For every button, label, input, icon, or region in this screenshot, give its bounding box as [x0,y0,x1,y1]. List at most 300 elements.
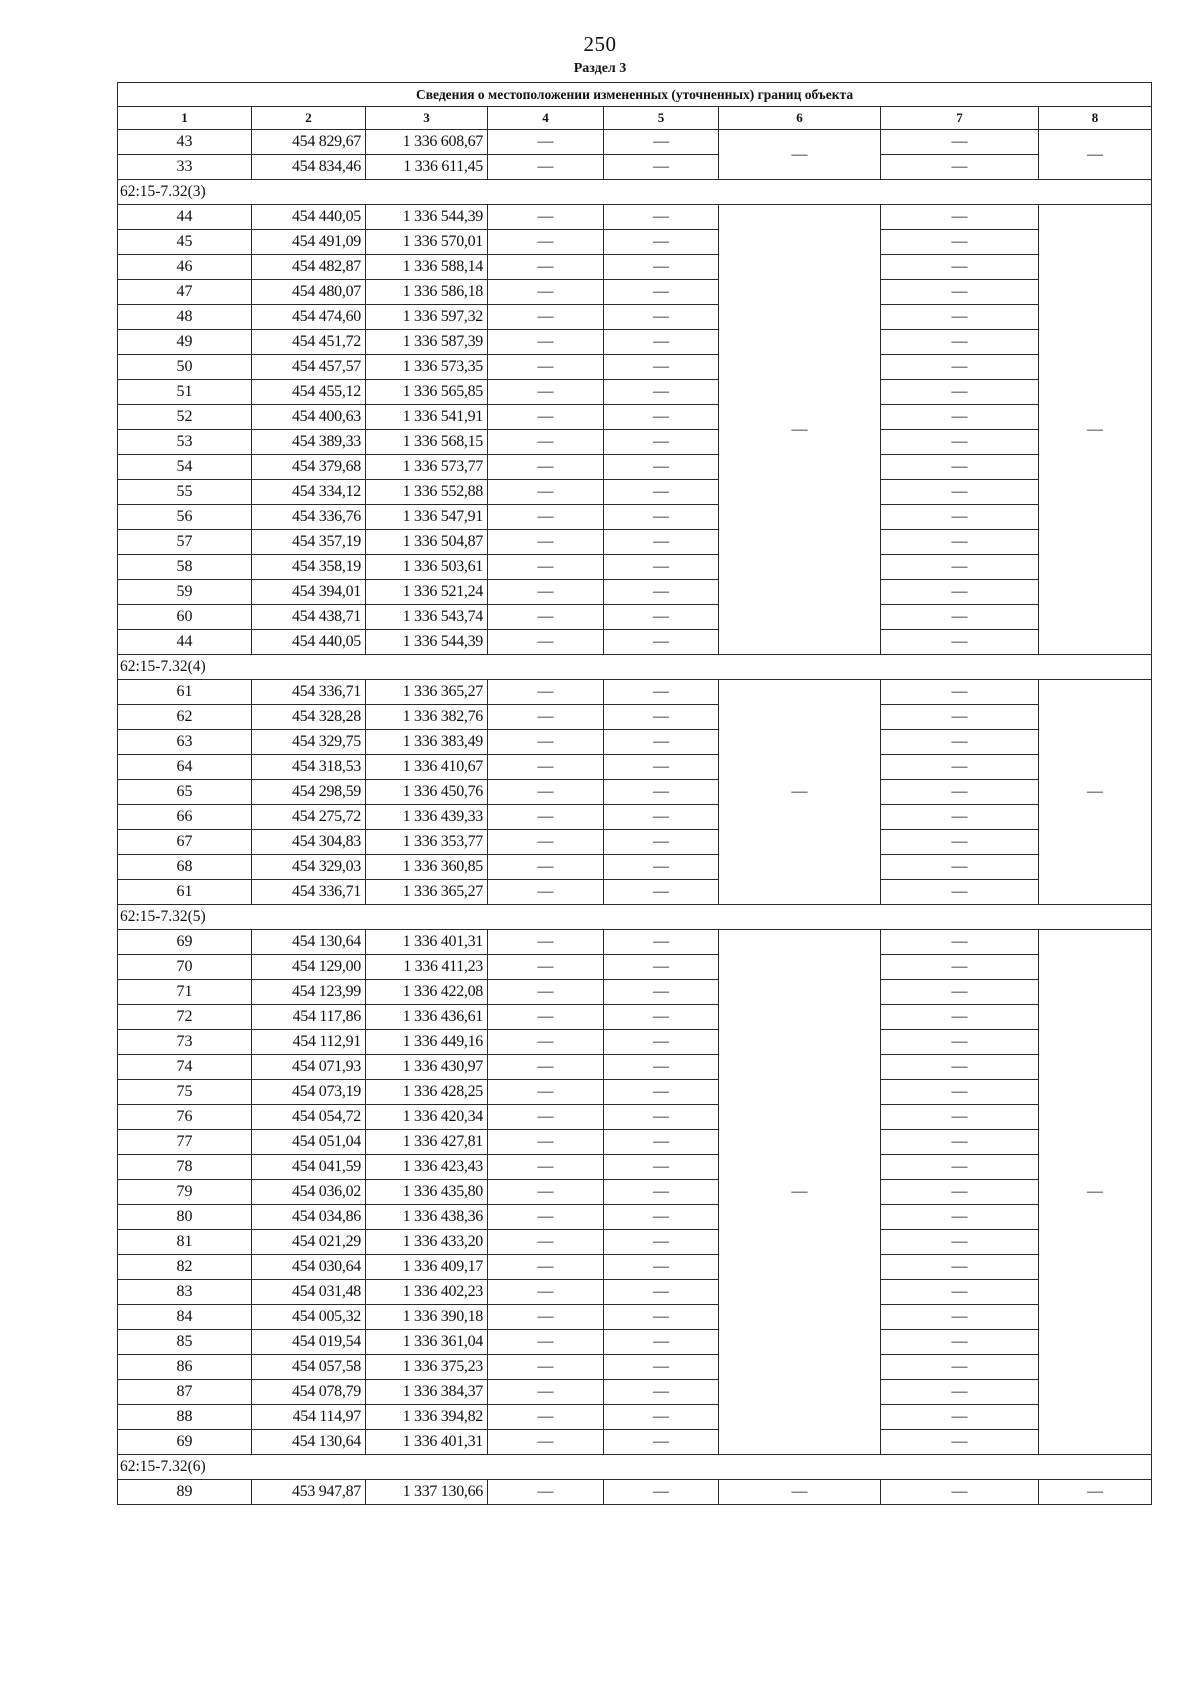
y-coordinate-cell: 1 336 420,34 [366,1105,488,1130]
point-number-cell: 67 [118,830,252,855]
column-7-cell: — [881,1380,1039,1405]
column-7-cell: — [881,1330,1039,1355]
column-7-cell: — [881,805,1039,830]
table-row [118,1280,1152,1305]
x-coordinate-cell: 454 834,46 [252,155,366,180]
column-7-cell: — [881,930,1039,955]
column-4-cell: — [488,880,604,905]
y-coordinate-cell: 1 336 423,43 [366,1155,488,1180]
column-5-cell: — [604,455,719,480]
x-coordinate-cell: 454 117,86 [252,1005,366,1030]
column-5-cell: — [604,1405,719,1430]
column-7-cell: — [881,980,1039,1005]
table-row [118,855,1152,880]
y-coordinate-cell: 1 336 401,31 [366,1430,488,1455]
point-number-cell: 51 [118,380,252,405]
table-row [118,455,1152,480]
column-5-cell: — [604,630,719,655]
column-5-cell: — [604,980,719,1005]
column-4-cell: — [488,1130,604,1155]
column-5-cell: — [604,930,719,955]
column-4-cell: — [488,1205,604,1230]
table-row [118,1180,1152,1205]
column-5-cell: — [604,530,719,555]
y-coordinate-cell: 1 336 608,67 [366,130,488,155]
table-row [118,1230,1152,1255]
table-row [118,1480,1152,1505]
y-coordinate-cell: 1 336 409,17 [366,1255,488,1280]
column-number: 2 [252,107,366,130]
y-coordinate-cell: 1 336 384,37 [366,1380,488,1405]
y-coordinate-cell: 1 336 401,31 [366,930,488,955]
column-7-cell: — [881,1080,1039,1105]
y-coordinate-cell: 1 336 402,23 [366,1280,488,1305]
x-coordinate-cell: 454 130,64 [252,1430,366,1455]
y-coordinate-cell: 1 336 375,23 [366,1355,488,1380]
x-coordinate-cell: 454 379,68 [252,455,366,480]
column-5-cell: — [604,855,719,880]
column-5-cell: — [604,1005,719,1030]
x-coordinate-cell: 454 394,01 [252,580,366,605]
table-row [118,1105,1152,1130]
column-number: 5 [604,107,719,130]
y-coordinate-cell: 1 336 588,14 [366,255,488,280]
column-5-cell: — [604,205,719,230]
coordinates-table [117,82,1152,1505]
x-coordinate-cell: 454 440,05 [252,630,366,655]
point-number-cell: 86 [118,1355,252,1380]
column-7-cell: — [881,630,1039,655]
x-coordinate-cell: 454 036,02 [252,1180,366,1205]
y-coordinate-cell: 1 336 541,91 [366,405,488,430]
column-4-cell: — [488,305,604,330]
column-5-cell: — [604,805,719,830]
table-row [118,755,1152,780]
point-number-cell: 75 [118,1080,252,1105]
column-5-cell: — [604,680,719,705]
table-row [118,1330,1152,1355]
column-4-cell: — [488,1480,604,1505]
x-coordinate-cell: 454 078,79 [252,1380,366,1405]
column-7-cell: — [881,1405,1039,1430]
column-7-cell: — [881,455,1039,480]
point-number-cell: 78 [118,1155,252,1180]
x-coordinate-cell: 454 358,19 [252,555,366,580]
group-label: 62:15-7.32(3) [118,180,1152,205]
point-number-cell: 58 [118,555,252,580]
y-coordinate-cell: 1 336 552,88 [366,480,488,505]
x-coordinate-cell: 454 457,57 [252,355,366,380]
column-4-cell: — [488,1355,604,1380]
column-5-cell: — [604,1030,719,1055]
point-number-cell: 89 [118,1480,252,1505]
column-7-cell: — [881,280,1039,305]
column-4-cell: — [488,1030,604,1055]
column-5-cell: — [604,730,719,755]
point-number-cell: 87 [118,1380,252,1405]
column-6-merged-cell: — [719,205,881,655]
y-coordinate-cell: 1 336 436,61 [366,1005,488,1030]
table-row [118,1005,1152,1030]
column-5-cell: — [604,130,719,155]
point-number-cell: 60 [118,605,252,630]
column-4-cell: — [488,155,604,180]
x-coordinate-cell: 454 073,19 [252,1080,366,1105]
column-5-cell: — [604,705,719,730]
group-header-row [118,180,1152,205]
column-7-cell: — [881,855,1039,880]
x-coordinate-cell: 454 491,09 [252,230,366,255]
column-8-merged-cell: — [1039,680,1152,905]
point-number-cell: 88 [118,1405,252,1430]
table-row [118,805,1152,830]
table-row [118,1155,1152,1180]
column-8-merged-cell: — [1039,130,1152,180]
point-number-cell: 44 [118,205,252,230]
column-5-cell: — [604,1305,719,1330]
x-coordinate-cell: 454 474,60 [252,305,366,330]
column-4-cell: — [488,930,604,955]
y-coordinate-cell: 1 336 382,76 [366,705,488,730]
column-4-cell: — [488,1330,604,1355]
column-4-cell: — [488,630,604,655]
group-header-row [118,655,1152,680]
column-4-cell: — [488,680,604,705]
group-header-row [118,905,1152,930]
column-7-cell: — [881,830,1039,855]
table-row [118,1430,1152,1455]
column-4-cell: — [488,505,604,530]
y-coordinate-cell: 1 336 439,33 [366,805,488,830]
table-row [118,205,1152,230]
point-number-cell: 85 [118,1330,252,1355]
y-coordinate-cell: 1 336 504,87 [366,530,488,555]
point-number-cell: 33 [118,155,252,180]
x-coordinate-cell: 454 480,07 [252,280,366,305]
column-5-cell: — [604,155,719,180]
point-number-cell: 61 [118,680,252,705]
column-4-cell: — [488,230,604,255]
table-row [118,130,1152,155]
column-7-cell: — [881,605,1039,630]
column-7-cell: — [881,1305,1039,1330]
point-number-cell: 79 [118,1180,252,1205]
point-number-cell: 69 [118,930,252,955]
point-number-cell: 62 [118,705,252,730]
column-5-cell: — [604,380,719,405]
column-4-cell: — [488,430,604,455]
table-row [118,830,1152,855]
column-5-cell: — [604,1255,719,1280]
point-number-cell: 59 [118,580,252,605]
column-4-cell: — [488,330,604,355]
table-row [118,955,1152,980]
column-4-cell: — [488,205,604,230]
table-row [118,505,1152,530]
y-coordinate-cell: 1 336 361,04 [366,1330,488,1355]
column-7-cell: — [881,405,1039,430]
table-row [118,480,1152,505]
x-coordinate-cell: 454 298,59 [252,780,366,805]
table-row [118,1305,1152,1330]
y-coordinate-cell: 1 336 427,81 [366,1130,488,1155]
x-coordinate-cell: 454 328,28 [252,705,366,730]
table-row [118,1380,1152,1405]
column-5-cell: — [604,830,719,855]
column-4-cell: — [488,1280,604,1305]
y-coordinate-cell: 1 336 410,67 [366,755,488,780]
y-coordinate-cell: 1 336 503,61 [366,555,488,580]
table-row [118,230,1152,255]
y-coordinate-cell: 1 336 544,39 [366,205,488,230]
table-row [118,1255,1152,1280]
column-5-cell: — [604,1180,719,1205]
table-row [118,580,1152,605]
table-row [118,1030,1152,1055]
column-4-cell: — [488,1055,604,1080]
point-number-cell: 69 [118,1430,252,1455]
y-coordinate-cell: 1 336 565,85 [366,380,488,405]
column-5-cell: — [604,1430,719,1455]
column-5-cell: — [604,355,719,380]
column-7-cell: — [881,555,1039,580]
table-row [118,1055,1152,1080]
y-coordinate-cell: 1 336 586,18 [366,280,488,305]
x-coordinate-cell: 454 482,87 [252,255,366,280]
point-number-cell: 61 [118,880,252,905]
column-7-cell: — [881,955,1039,980]
y-coordinate-cell: 1 336 597,32 [366,305,488,330]
x-coordinate-cell: 454 129,00 [252,955,366,980]
column-7-cell: — [881,580,1039,605]
table-body [118,83,1152,1505]
group-header-row [118,1455,1152,1480]
y-coordinate-cell: 1 336 587,39 [366,330,488,355]
table-row [118,405,1152,430]
x-coordinate-cell: 454 031,48 [252,1280,366,1305]
point-number-cell: 70 [118,955,252,980]
column-7-cell: — [881,430,1039,455]
x-coordinate-cell: 454 829,67 [252,130,366,155]
column-4-cell: — [488,1305,604,1330]
x-coordinate-cell: 454 318,53 [252,755,366,780]
table-row [118,555,1152,580]
table-row [118,680,1152,705]
point-number-cell: 46 [118,255,252,280]
column-4-cell: — [488,1155,604,1180]
x-coordinate-cell: 454 112,91 [252,1030,366,1055]
point-number-cell: 80 [118,1205,252,1230]
point-number-cell: 65 [118,780,252,805]
column-4-cell: — [488,980,604,1005]
column-7-cell: — [881,130,1039,155]
x-coordinate-cell: 454 334,12 [252,480,366,505]
column-6-merged-cell: — [719,1480,881,1505]
y-coordinate-cell: 1 336 547,91 [366,505,488,530]
x-coordinate-cell: 454 336,76 [252,505,366,530]
y-coordinate-cell: 1 336 365,27 [366,680,488,705]
column-4-cell: — [488,1255,604,1280]
column-8-merged-cell: — [1039,205,1152,655]
y-coordinate-cell: 1 336 365,27 [366,880,488,905]
point-number-cell: 82 [118,1255,252,1280]
table-row [118,380,1152,405]
column-5-cell: — [604,880,719,905]
column-5-cell: — [604,280,719,305]
x-coordinate-cell: 454 451,72 [252,330,366,355]
point-number-cell: 71 [118,980,252,1005]
y-coordinate-cell: 1 336 568,15 [366,430,488,455]
y-coordinate-cell: 1 336 433,20 [366,1230,488,1255]
table-row [118,280,1152,305]
group-label: 62:15-7.32(4) [118,655,1152,680]
point-number-cell: 43 [118,130,252,155]
point-number-cell: 49 [118,330,252,355]
point-number-cell: 72 [118,1005,252,1030]
column-7-cell: — [881,505,1039,530]
column-number: 4 [488,107,604,130]
x-coordinate-cell: 454 329,75 [252,730,366,755]
x-coordinate-cell: 454 336,71 [252,880,366,905]
y-coordinate-cell: 1 336 353,77 [366,830,488,855]
x-coordinate-cell: 454 034,86 [252,1205,366,1230]
column-7-cell: — [881,530,1039,555]
column-8-merged-cell: — [1039,1480,1152,1505]
column-5-cell: — [604,305,719,330]
column-7-cell: — [881,680,1039,705]
column-7-cell: — [881,155,1039,180]
x-coordinate-cell: 454 005,32 [252,1305,366,1330]
column-4-cell: — [488,530,604,555]
table-row [118,330,1152,355]
column-4-cell: — [488,1005,604,1030]
column-5-cell: — [604,1355,719,1380]
column-7-cell: — [881,1355,1039,1380]
column-5-cell: — [604,430,719,455]
column-7-cell: — [881,1055,1039,1080]
point-number-cell: 83 [118,1280,252,1305]
x-coordinate-cell: 454 304,83 [252,830,366,855]
point-number-cell: 66 [118,805,252,830]
column-5-cell: — [604,1280,719,1305]
table-row [118,605,1152,630]
table-row [118,705,1152,730]
column-number: 8 [1039,107,1152,130]
column-6-merged-cell: — [719,680,881,905]
column-4-cell: — [488,1105,604,1130]
table-row [118,155,1152,180]
column-5-cell: — [604,1230,719,1255]
column-4-cell: — [488,705,604,730]
column-7-cell: — [881,730,1039,755]
x-coordinate-cell: 454 329,03 [252,855,366,880]
x-coordinate-cell: 454 440,05 [252,205,366,230]
x-coordinate-cell: 454 389,33 [252,430,366,455]
column-5-cell: — [604,1130,719,1155]
x-coordinate-cell: 454 357,19 [252,530,366,555]
x-coordinate-cell: 454 051,04 [252,1130,366,1155]
point-number-cell: 47 [118,280,252,305]
column-number: 3 [366,107,488,130]
column-4-cell: — [488,255,604,280]
column-7-cell: — [881,1105,1039,1130]
y-coordinate-cell: 1 336 428,25 [366,1080,488,1105]
y-coordinate-cell: 1 336 449,16 [366,1030,488,1055]
column-4-cell: — [488,1080,604,1105]
column-7-cell: — [881,1155,1039,1180]
column-4-cell: — [488,280,604,305]
point-number-cell: 56 [118,505,252,530]
column-7-cell: — [881,1230,1039,1255]
y-coordinate-cell: 1 336 573,77 [366,455,488,480]
y-coordinate-cell: 1 336 435,80 [366,1180,488,1205]
point-number-cell: 57 [118,530,252,555]
column-5-cell: — [604,1330,719,1355]
y-coordinate-cell: 1 337 130,66 [366,1480,488,1505]
table-row [118,1355,1152,1380]
column-5-cell: — [604,1105,719,1130]
column-4-cell: — [488,730,604,755]
column-7-cell: — [881,1280,1039,1305]
column-4-cell: — [488,480,604,505]
table-row [118,730,1152,755]
table-row [118,1080,1152,1105]
table-row [118,630,1152,655]
column-5-cell: — [604,405,719,430]
y-coordinate-cell: 1 336 570,01 [366,230,488,255]
point-number-cell: 50 [118,355,252,380]
column-7-cell: — [881,705,1039,730]
table-row [118,1405,1152,1430]
column-7-cell: — [881,230,1039,255]
point-number-cell: 81 [118,1230,252,1255]
column-7-cell: — [881,1180,1039,1205]
column-5-cell: — [604,780,719,805]
section-title: Раздел 3 [573,61,627,76]
point-number-cell: 54 [118,455,252,480]
column-4-cell: — [488,580,604,605]
column-7-cell: — [881,1255,1039,1280]
y-coordinate-cell: 1 336 390,18 [366,1305,488,1330]
y-coordinate-cell: 1 336 394,82 [366,1405,488,1430]
table-row [118,1205,1152,1230]
column-7-cell: — [881,1005,1039,1030]
column-8-merged-cell: — [1039,930,1152,1455]
y-coordinate-cell: 1 336 411,23 [366,955,488,980]
y-coordinate-cell: 1 336 521,24 [366,580,488,605]
column-7-cell: — [881,1480,1039,1505]
table-caption: Сведения о местоположении измененных (уточненных) границ объекта [118,83,1152,107]
y-coordinate-cell: 1 336 544,39 [366,630,488,655]
column-5-cell: — [604,1205,719,1230]
column-number: 1 [118,107,252,130]
point-number-cell: 64 [118,755,252,780]
column-5-cell: — [604,505,719,530]
column-4-cell: — [488,455,604,480]
column-4-cell: — [488,805,604,830]
x-coordinate-cell: 454 400,63 [252,405,366,430]
column-7-cell: — [881,255,1039,280]
point-number-cell: 68 [118,855,252,880]
x-coordinate-cell: 454 071,93 [252,1055,366,1080]
group-label: 62:15-7.32(6) [118,1455,1152,1480]
x-coordinate-cell: 454 130,64 [252,930,366,955]
column-5-cell: — [604,955,719,980]
column-5-cell: — [604,1480,719,1505]
column-5-cell: — [604,230,719,255]
x-coordinate-cell: 454 041,59 [252,1155,366,1180]
column-6-merged-cell: — [719,130,881,180]
